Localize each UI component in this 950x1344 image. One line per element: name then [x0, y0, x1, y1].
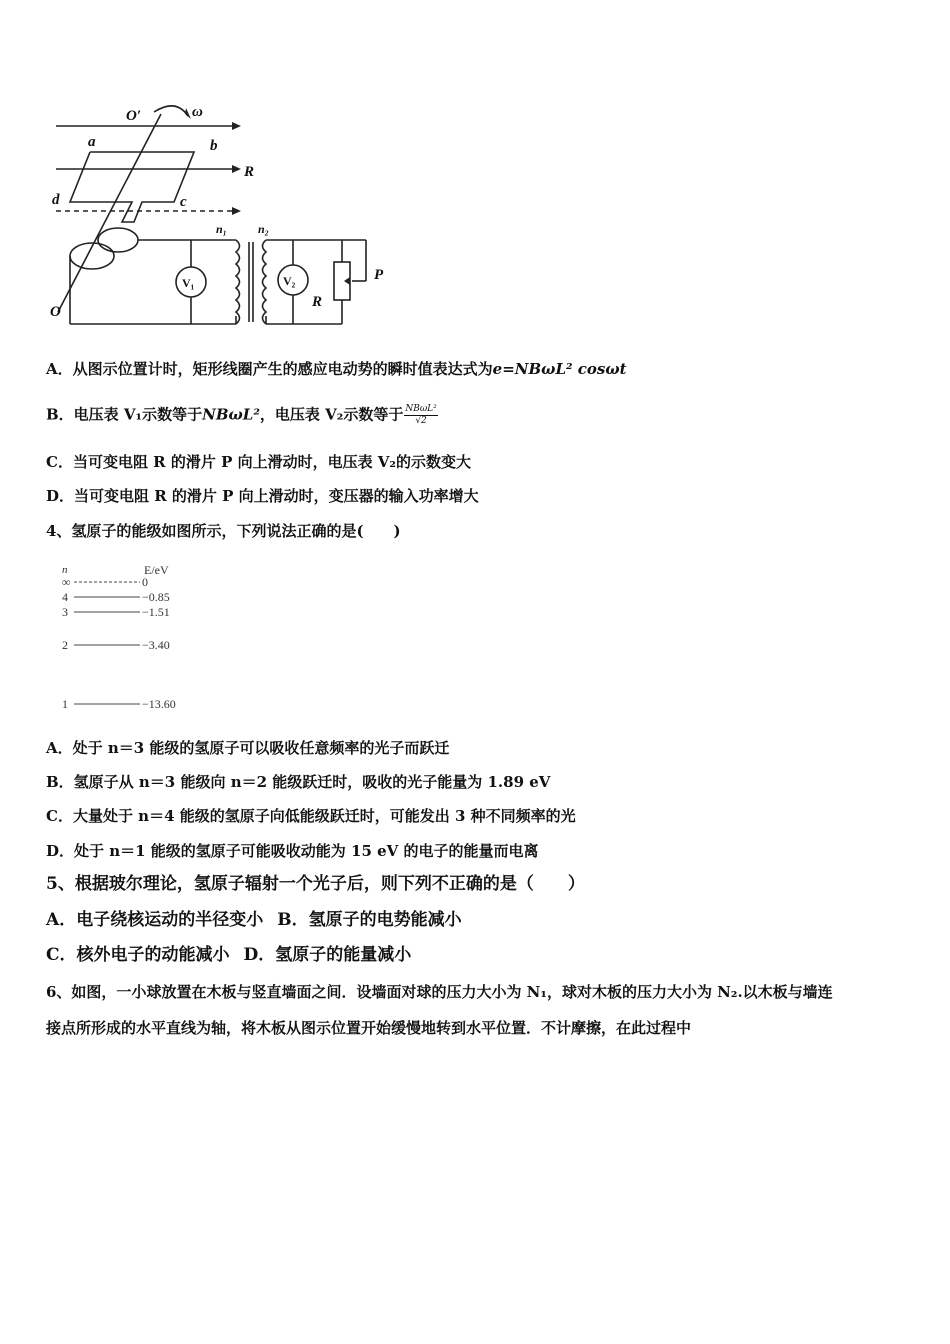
q5-stem: 5、根据玻尔理论，氢原子辐射一个光子后，则下列不正确的是（ ） [46, 874, 585, 894]
q3-option-b-fraction [404, 404, 437, 427]
q5-option-a: A．电子绕核运动的半径变小 [46, 910, 264, 930]
level-n-label: 1 [62, 697, 68, 711]
field-r-label: R [244, 164, 255, 180]
q3-option-b-formula: NBωL² [202, 405, 260, 424]
level-energy-label: −1.51 [142, 605, 170, 619]
q5-option-d: D．氢原子的能量减小 [243, 945, 412, 965]
q5-option-c: C．核外电子的动能减小 [46, 945, 230, 965]
level-n-label: 3 [62, 605, 68, 619]
q3-option-a [46, 359, 627, 379]
n1-label: n₁ [216, 222, 227, 236]
q3-option-c: C．当可变电阻 R 的滑片 P 向上滑动时，电压表 V₂的示数变大 [46, 453, 472, 471]
q4-stem: 4、氢原子的能级如图所示，下列说法正确的是( ) [46, 522, 401, 540]
level-n-label: ∞ [62, 575, 71, 589]
q5-options-row-2 [46, 945, 411, 965]
v2-label: V₂ [283, 274, 296, 288]
n2-label: n₂ [258, 222, 269, 236]
level-energy-label: −3.40 [142, 638, 170, 652]
q6-stem-line-1: 6、如图，一小球放置在木板与竖直墙面之间．设墙面对球的压力大小为 N₁，球对木板的压力大小为 N₂.以木板与墙连 [46, 983, 833, 1001]
corner-d-label: d [52, 192, 60, 208]
axis-label-top: O′ [126, 108, 142, 124]
q3-option-a-formula: e=NBωL² cosωt [492, 360, 627, 378]
corner-c-label: c [180, 194, 187, 210]
q3-option-a-text: A．从图示位置计时，矩形线圈产生的感应电动势的瞬时值表达式为 [46, 360, 493, 378]
load-r-label: R [312, 294, 323, 310]
q4-option-c: C．大量处于 n＝4 能级的氢原子向低能级跃迁时，可能发出 3 种不同频率的光 [46, 807, 576, 825]
corner-b-label: b [210, 138, 218, 154]
q3-option-b-middle: ，电压表 V₂示数等于 [259, 405, 404, 424]
q4-option-d: D．处于 n＝1 能级的氢原子可能吸收动能为 15 eV 的电子的能量而电离 [46, 842, 539, 860]
q3-option-d: D．当可变电阻 R 的滑片 P 向上滑动时，变压器的输入功率增大 [46, 487, 479, 505]
fraction-denominator: √2 [415, 416, 427, 426]
omega-label: ω [192, 104, 203, 120]
level-energy-label: −0.85 [142, 590, 170, 604]
q6-stem-line-2: 接点所形成的水平直线为轴，将木板从图示位置开始缓慢地转到水平位置．不计摩擦，在此过程中 [46, 1019, 692, 1037]
slider-p-label: P [374, 267, 384, 283]
level-energy-label: 0 [142, 575, 148, 589]
fraction-numerator: NBωL² [405, 404, 437, 414]
q5-options-row-1 [46, 910, 462, 930]
n-axis-header: n [62, 564, 68, 576]
axis-label-bottom: O [50, 304, 61, 320]
energy-level-diagram [56, 560, 196, 720]
q4-option-b: B．氢原子从 n＝3 能级向 n＝2 能级跃迁时，吸收的光子能量为 1.89 eV [46, 773, 551, 791]
corner-a-label: a [88, 134, 96, 150]
q3-option-b-text: B．电压表 V₁示数等于 [46, 405, 203, 424]
q3-option-b [46, 404, 438, 427]
generator-transformer-figure [46, 100, 406, 332]
level-energy-label: −13.60 [142, 697, 176, 711]
energy-axis-header: E/eV [144, 563, 169, 577]
q4-option-a: A．处于 n＝3 能级的氢原子可以吸收任意频率的光子而跃迁 [46, 739, 450, 757]
v1-label: V₁ [182, 276, 195, 290]
level-n-label: 4 [62, 590, 68, 604]
level-n-label: 2 [62, 638, 68, 652]
q5-option-b: B．氢原子的电势能减小 [277, 910, 462, 930]
